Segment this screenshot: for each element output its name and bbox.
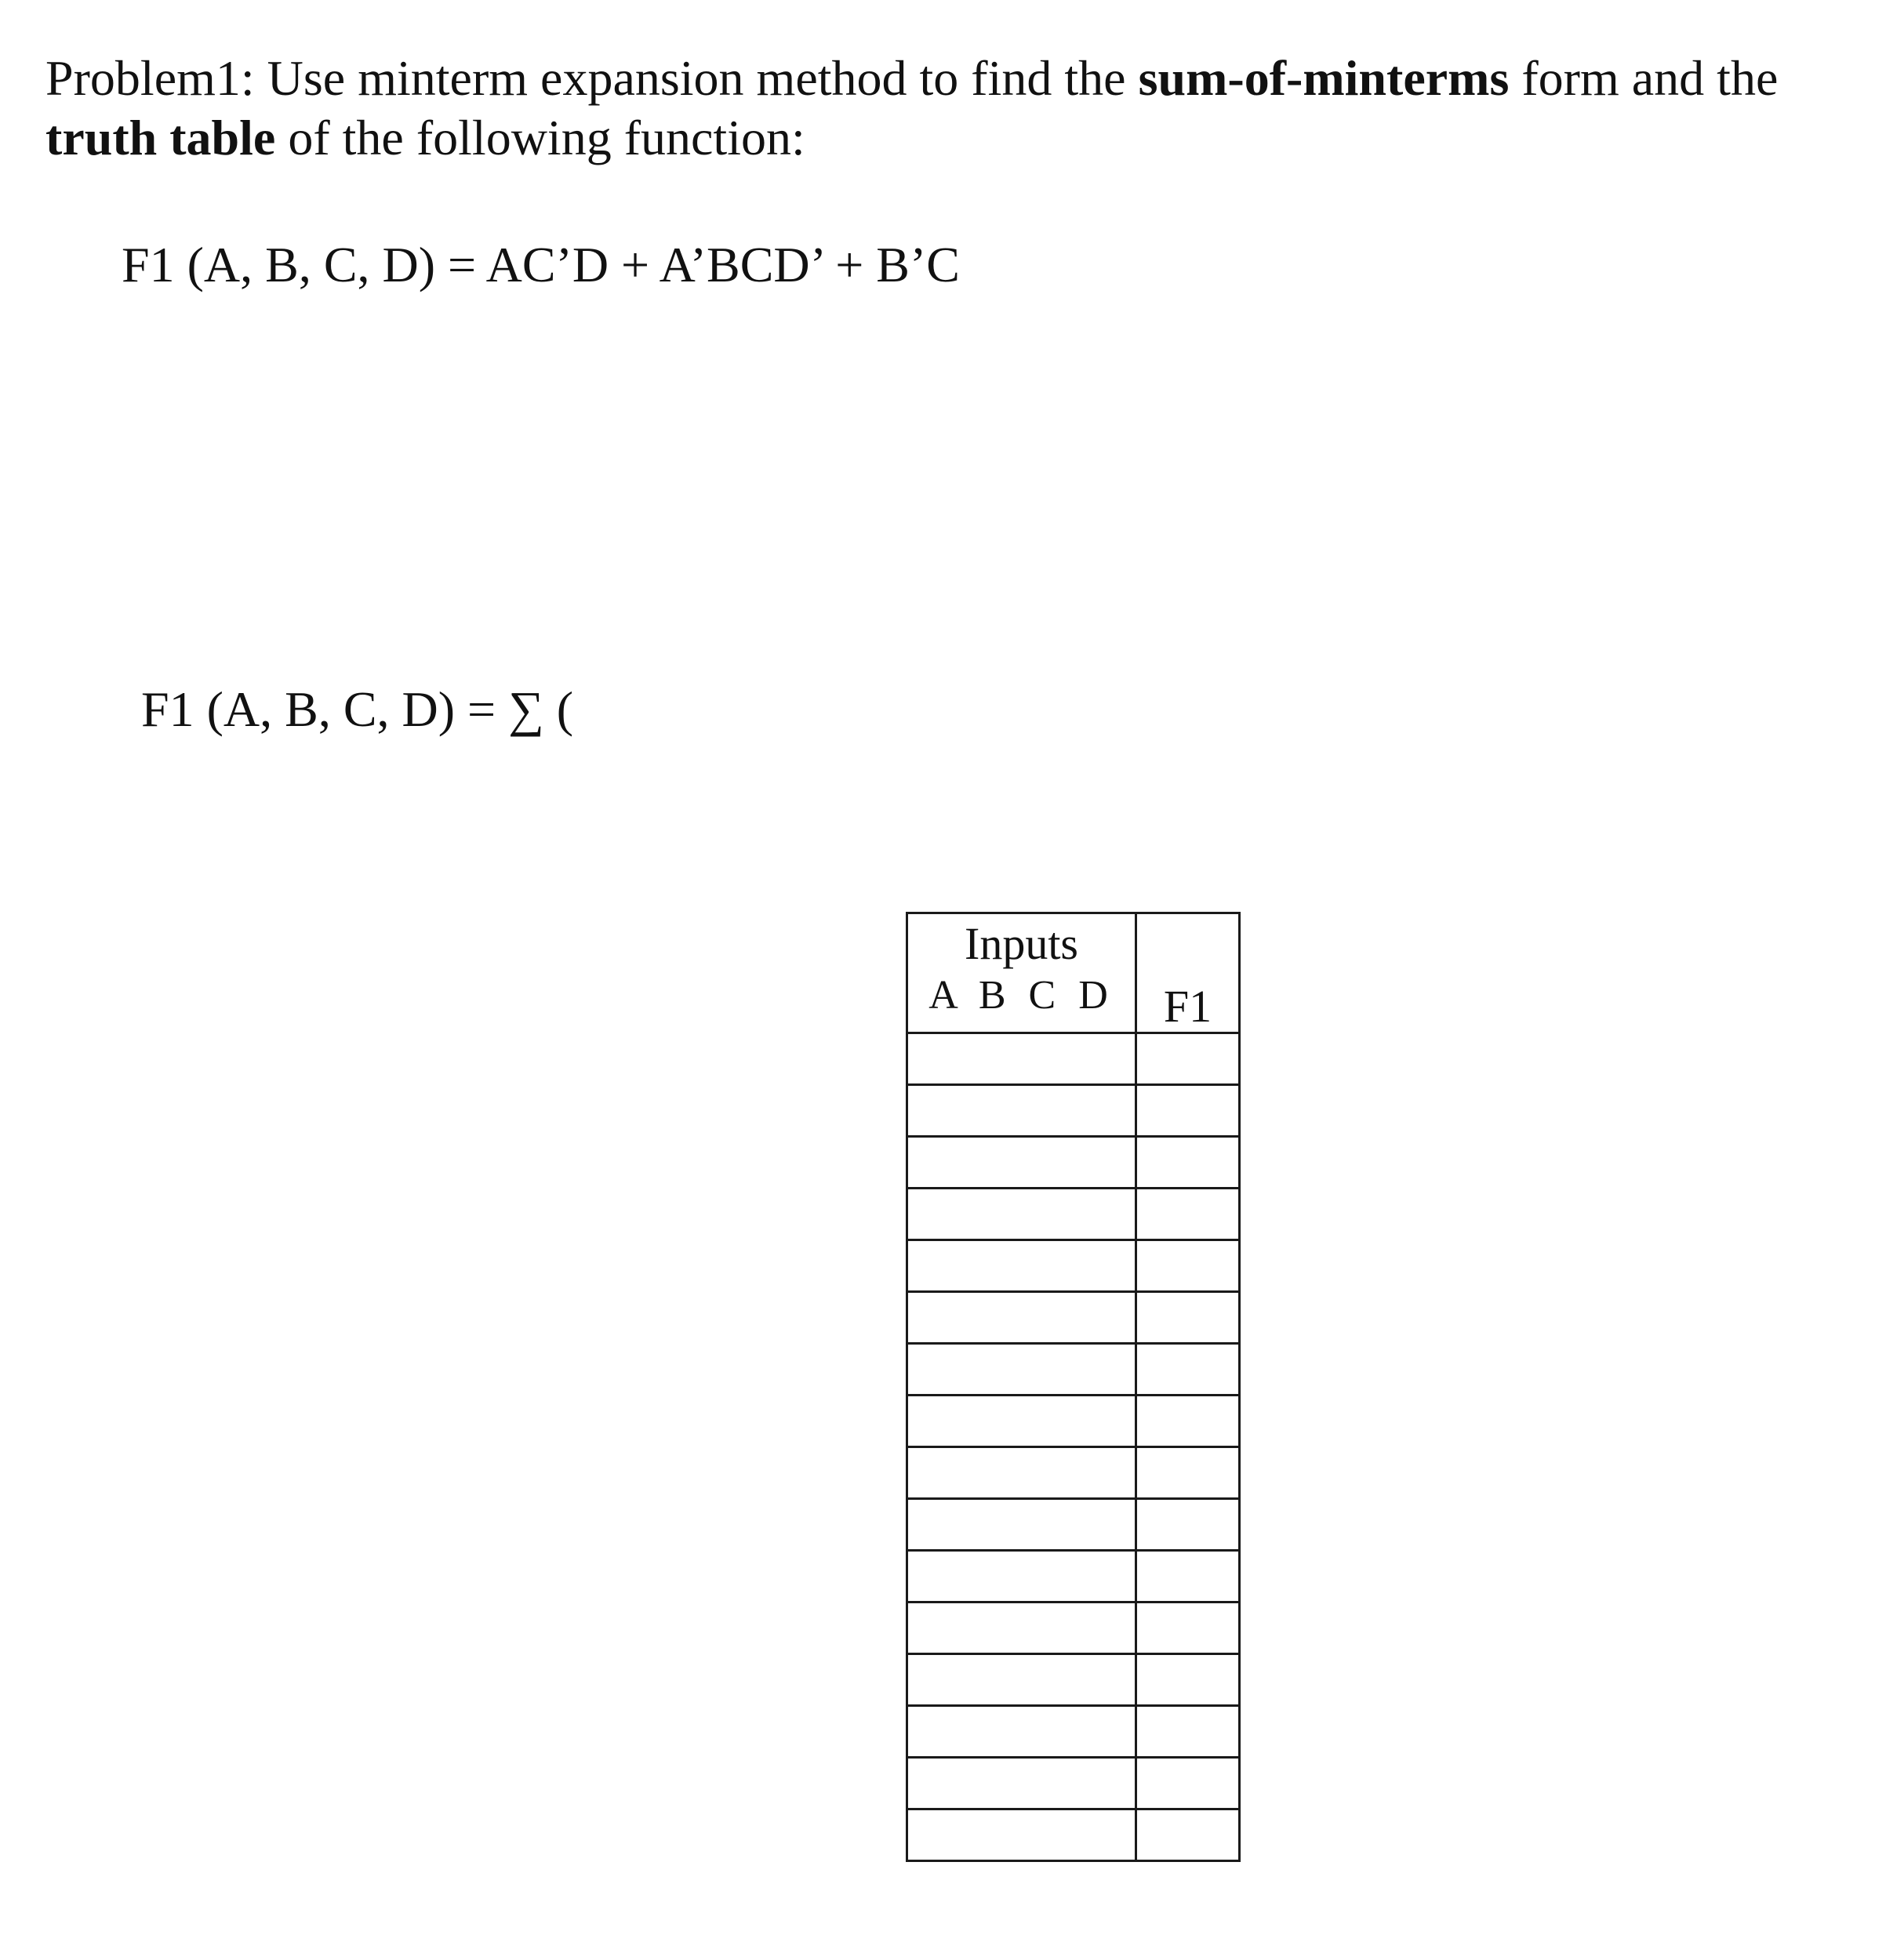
problem-text-suffix: of the following function: <box>275 110 805 165</box>
table-row <box>907 1344 1240 1396</box>
inputs-cell[interactable] <box>907 1189 1136 1240</box>
output-cell[interactable] <box>1136 1344 1240 1396</box>
inputs-cell[interactable] <box>907 1396 1136 1447</box>
inputs-cell[interactable] <box>907 1706 1136 1758</box>
output-cell[interactable] <box>1136 1396 1240 1447</box>
output-cell[interactable] <box>1136 1499 1240 1551</box>
table-row <box>907 1396 1240 1447</box>
truth-table-header-row <box>907 913 1240 1033</box>
table-row <box>907 1551 1240 1602</box>
table-row <box>907 1033 1240 1085</box>
problem-text-prefix: Problem1: Use minterm expansion method to find the <box>45 50 1139 106</box>
table-row <box>907 1654 1240 1706</box>
problem-statement <box>45 49 1849 168</box>
truth-table <box>906 912 1241 1862</box>
table-row <box>907 1499 1240 1551</box>
table-row <box>907 1137 1240 1189</box>
table-row <box>907 1706 1240 1758</box>
variables-header: A B C D <box>928 973 1114 1018</box>
inputs-cell[interactable] <box>907 1499 1136 1551</box>
inputs-header: Inputs <box>965 918 1078 969</box>
output-cell[interactable] <box>1136 1189 1240 1240</box>
inputs-cell[interactable] <box>907 1085 1136 1137</box>
inputs-cell[interactable] <box>907 1758 1136 1809</box>
output-cell[interactable] <box>1136 1706 1240 1758</box>
output-cell[interactable] <box>1136 1809 1240 1861</box>
inputs-cell[interactable] <box>907 1654 1136 1706</box>
inputs-cell[interactable] <box>907 1602 1136 1654</box>
inputs-header-cell <box>907 913 1136 1033</box>
problem-bold-sum-of-minterms: sum-of-minterms <box>1138 50 1510 106</box>
inputs-cell[interactable] <box>907 1240 1136 1292</box>
function-equation: F1 (A, B, C, D) = AC’D + A’BCD’ + B’C <box>122 237 960 292</box>
problem-bold-truth-table: truth table <box>45 110 276 165</box>
output-cell[interactable] <box>1136 1447 1240 1499</box>
table-row <box>907 1292 1240 1344</box>
output-cell[interactable] <box>1136 1240 1240 1292</box>
sum-of-minterms-equation: F1 (A, B, C, D) = ∑ ( <box>141 681 574 737</box>
table-row <box>907 1758 1240 1809</box>
output-cell[interactable] <box>1136 1033 1240 1085</box>
problem-text-middle: form and the <box>1509 50 1779 106</box>
inputs-cell[interactable] <box>907 1292 1136 1344</box>
output-cell[interactable] <box>1136 1292 1240 1344</box>
inputs-cell[interactable] <box>907 1809 1136 1861</box>
table-row <box>907 1602 1240 1654</box>
output-cell[interactable] <box>1136 1654 1240 1706</box>
table-row <box>907 1809 1240 1861</box>
inputs-cell[interactable] <box>907 1551 1136 1602</box>
table-row <box>907 1189 1240 1240</box>
output-cell[interactable] <box>1136 1758 1240 1809</box>
output-header: F1 <box>1163 981 1212 1032</box>
output-cell[interactable] <box>1136 1602 1240 1654</box>
inputs-cell[interactable] <box>907 1137 1136 1189</box>
inputs-cell[interactable] <box>907 1447 1136 1499</box>
output-cell[interactable] <box>1136 1551 1240 1602</box>
table-row <box>907 1447 1240 1499</box>
inputs-cell[interactable] <box>907 1033 1136 1085</box>
output-cell[interactable] <box>1136 1137 1240 1189</box>
truth-table-body <box>907 1033 1240 1861</box>
output-cell[interactable] <box>1136 1085 1240 1137</box>
table-row <box>907 1240 1240 1292</box>
inputs-cell[interactable] <box>907 1344 1136 1396</box>
table-row <box>907 1085 1240 1137</box>
output-header-cell <box>1136 913 1240 1033</box>
